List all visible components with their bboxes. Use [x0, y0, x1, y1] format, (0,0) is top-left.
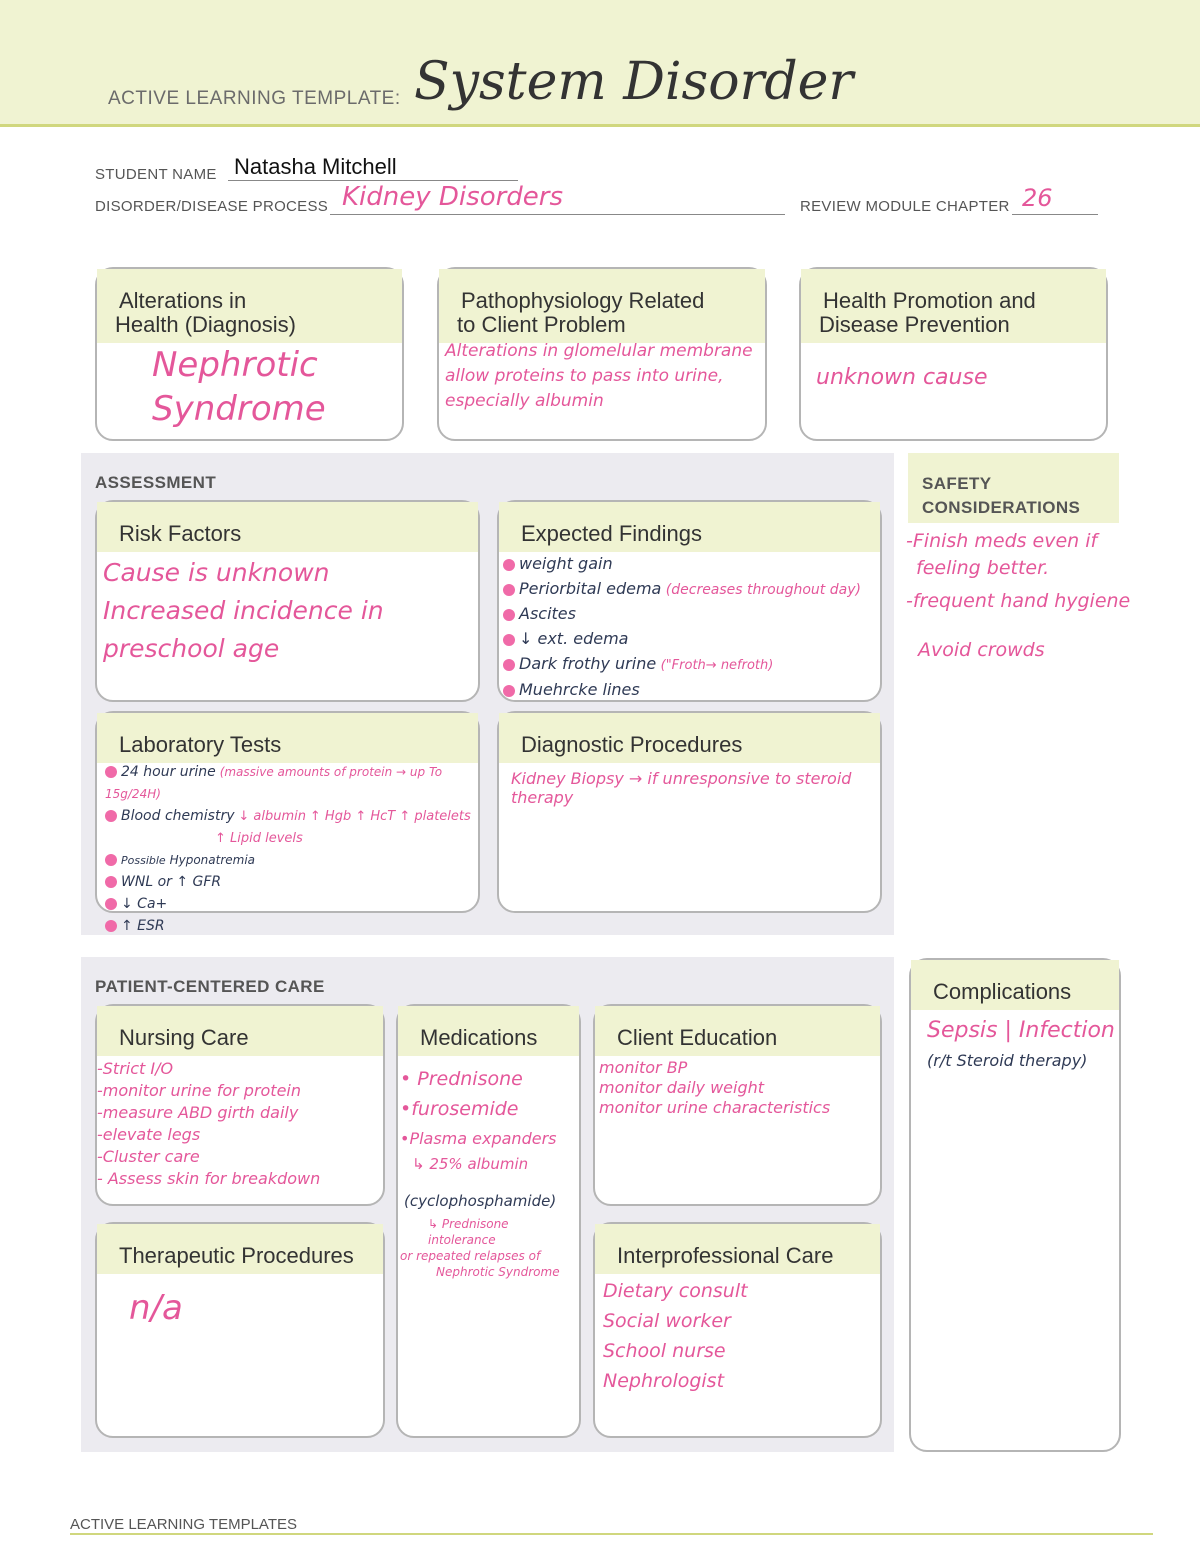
health-promotion-title: Health Promotion and Disease Prevention — [801, 269, 1106, 343]
footer-rule — [70, 1533, 1153, 1535]
complications-content: Sepsis | Infection (r/t Steroid therapy) — [927, 1018, 1115, 1070]
lab-tests-box — [95, 711, 480, 934]
student-name-value: Natasha Mitchell — [234, 154, 397, 179]
interprofessional-care-box — [593, 1222, 882, 1438]
lab-tests-title: Laboratory Tests — [97, 713, 478, 763]
alterations-box — [95, 267, 404, 441]
complications-title: Complications — [911, 960, 1119, 1010]
template-title: System Disorder — [414, 52, 854, 112]
disorder-field[interactable] — [330, 182, 785, 215]
medications-title: Medications — [398, 1006, 579, 1056]
client-education-content: monitor BP monitor daily weight monitor urine characteristics — [599, 1058, 831, 1117]
patho-title: Pathophysiology Related to Client Problem — [439, 269, 765, 343]
chapter-label: REVIEW MODULE CHAPTER — [800, 198, 1010, 215]
chapter-field[interactable] — [1012, 186, 1098, 215]
diagnostic-procedures-box — [497, 711, 882, 913]
safety-content: -Finish meds even if feeling better. -frequent hand hygiene Avoid crowds — [906, 530, 1131, 661]
health-promotion-content: unknown cause — [816, 365, 988, 390]
lab-tests-content: 24 hour urine (massive amounts of protein → up To 15g/24H) Blood chemistry ↓ albumin ↑ Hgb ↑ HcT ↑ platelets ↑ Lipid levels Possible Hyponatremia WNL or ↑ GFR ↓ Ca+ ↑ ESR — [105, 764, 471, 934]
complications-box — [909, 958, 1121, 1452]
nursing-care-title: Nursing Care — [97, 1006, 383, 1056]
chapter-value: 26 — [1022, 184, 1053, 212]
risk-factors-title: Risk Factors — [97, 502, 478, 552]
medications-box — [396, 1004, 581, 1438]
risk-factors-box — [95, 500, 480, 702]
assessment-title: ASSESSMENT — [95, 473, 217, 492]
risk-factors-content: Cause is unknown Increased incidence in preschool age — [103, 558, 384, 663]
client-education-box — [593, 1004, 882, 1206]
therapeutic-procedures-box — [95, 1222, 385, 1438]
interprofessional-care-content: Dietary consult Social worker School nurse Nephrologist — [603, 1280, 748, 1392]
pcc-title: PATIENT-CENTERED CARE — [95, 977, 325, 996]
expected-findings-title: Expected Findings — [499, 502, 880, 552]
alterations-title: Alterations in Health (Diagnosis) — [97, 269, 402, 343]
safety-title: SAFETY CONSIDERATIONS — [922, 474, 1081, 517]
diagnostic-procedures-content: Kidney Biopsy → if unresponsive to steroid therapy — [511, 769, 852, 807]
patho-content: Alterations in glomelular membrane allow proteins to pass into urine, especially albumin — [445, 341, 753, 411]
medications-content: • Prednisone •furosemide •Plasma expanders ↳ 25% albumin (cyclophosphamide) ↳ Prednisone intolerance or repeated relapses of Nephrotic Syndrome — [400, 1068, 560, 1279]
patho-box — [437, 267, 767, 441]
disorder-value: Kidney Disorders — [342, 182, 564, 212]
nursing-care-box — [95, 1004, 385, 1206]
alterations-content: Nephrotic Syndrome — [152, 345, 326, 429]
footer-label: ACTIVE LEARNING TEMPLATES — [70, 1516, 297, 1533]
template-prefix: ACTIVE LEARNING TEMPLATE: — [108, 88, 401, 109]
therapeutic-procedures-content: n/a — [129, 1288, 183, 1328]
expected-findings-box — [497, 500, 882, 702]
therapeutic-procedures-title: Therapeutic Procedures — [97, 1224, 383, 1274]
expected-findings-content: weight gain Periorbital edema (decreases throughout day) Ascites ↓ ext. edema Dark frothy urine ("Froth→ nefroth) Muehrcke lines — [503, 552, 861, 703]
template-header — [0, 0, 1200, 127]
student-name-field[interactable] — [228, 152, 518, 181]
health-promotion-box — [799, 267, 1108, 441]
nursing-care-content: -Strict I/O -monitor urine for protein -measure ABD girth daily -elevate legs -Cluster care - Assess skin for breakdown — [97, 1059, 321, 1188]
interprofessional-care-title: Interprofessional Care — [595, 1224, 880, 1274]
student-name-label: STUDENT NAME — [95, 166, 217, 183]
disorder-label: DISORDER/DISEASE PROCESS — [95, 198, 329, 215]
client-education-title: Client Education — [595, 1006, 880, 1056]
diagnostic-procedures-title: Diagnostic Procedures — [499, 713, 880, 763]
